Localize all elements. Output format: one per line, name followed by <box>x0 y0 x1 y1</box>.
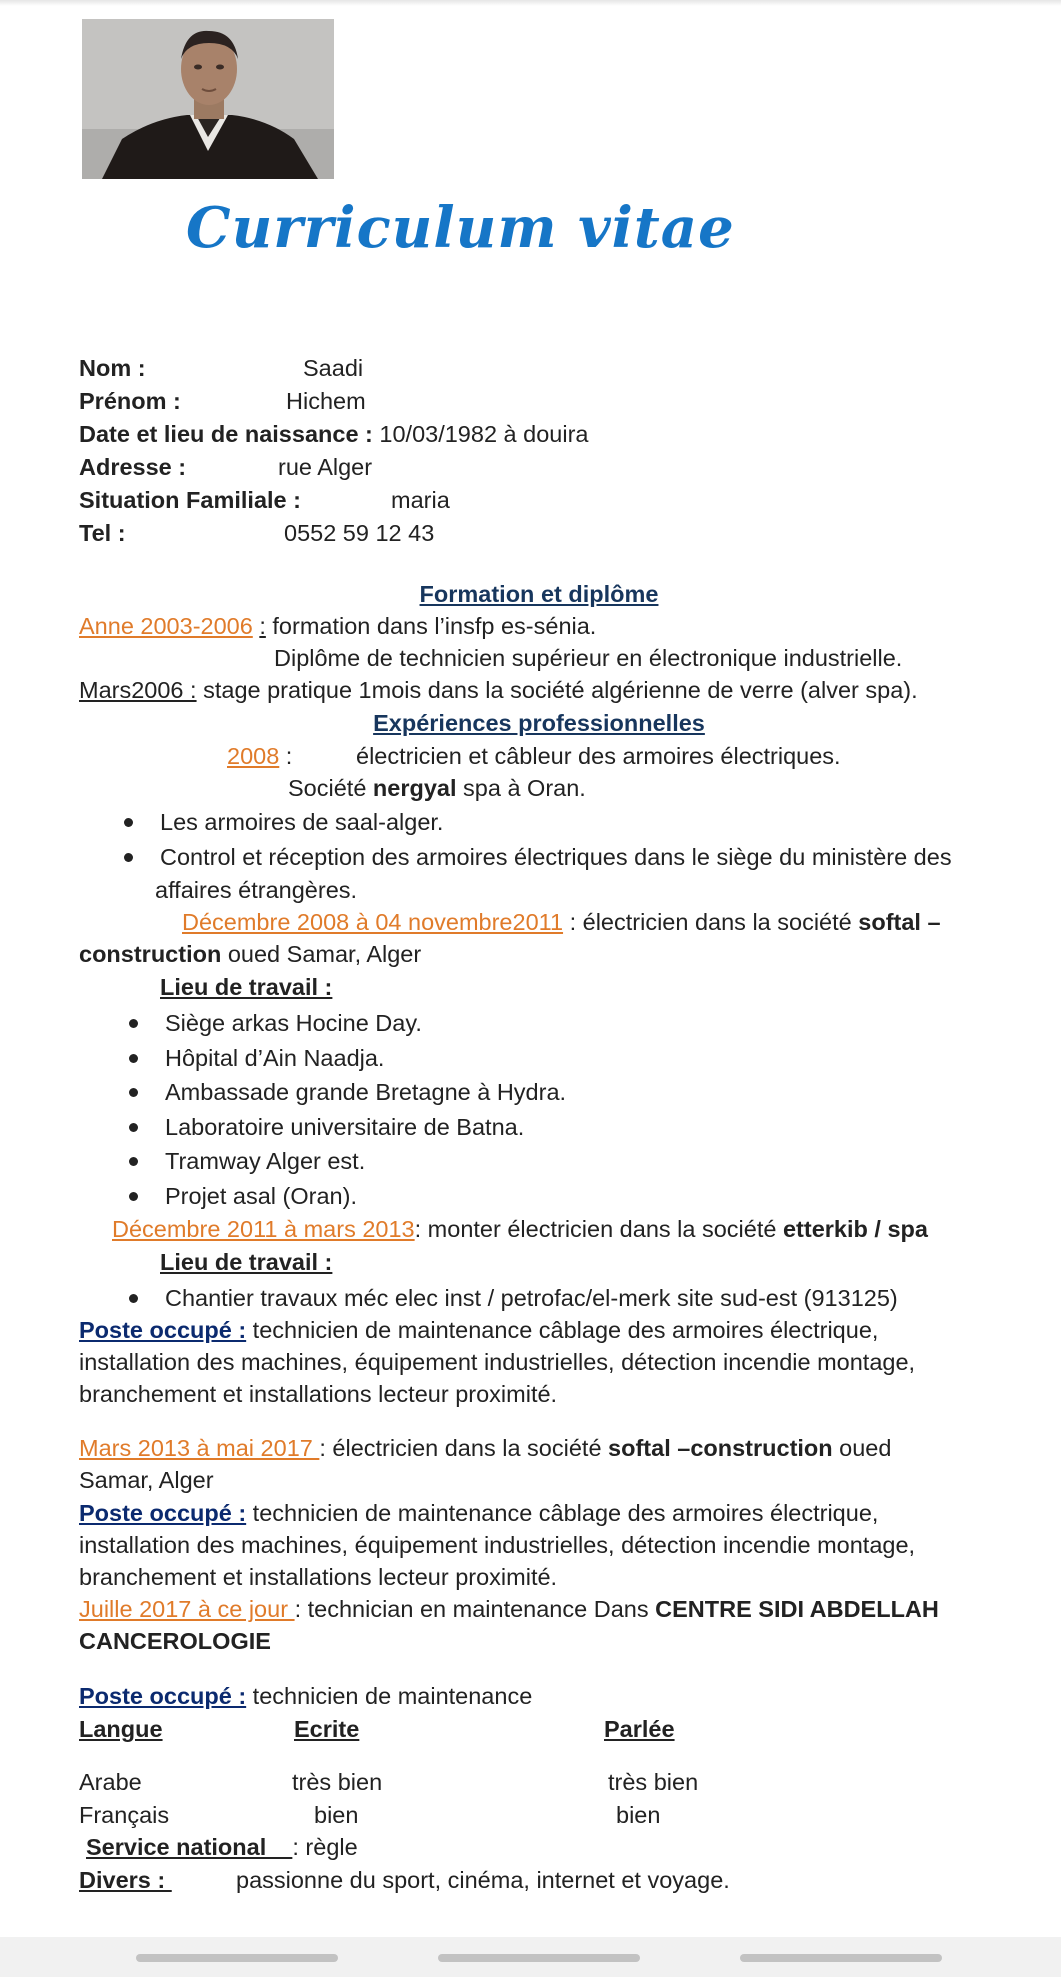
profile-photo <box>82 19 334 179</box>
exp3-poste-text-1: technicien de maintenance câblage des armoires électrique, <box>246 1317 879 1343</box>
exp3-lieu-label: Lieu de travail : <box>160 1249 333 1275</box>
langue-row-1-langue: Arabe <box>79 1769 142 1795</box>
exp1-date-row <box>227 740 292 773</box>
service-value: : règle <box>292 1834 358 1860</box>
nav-pill-left[interactable] <box>136 1954 338 1962</box>
formation-line-2: Diplôme de technicien supérieur en électronique industrielle. <box>274 645 903 671</box>
exp4-company: softal –construction <box>608 1435 833 1461</box>
exp1-company-name: nergyal <box>372 775 457 801</box>
exp1-company-post: spa à Oran. <box>456 775 586 801</box>
adresse-value: rue Alger <box>278 454 373 480</box>
exp1-text: électricien et câbleur des armoires électriques. <box>356 743 841 769</box>
formation-line-1 <box>79 610 596 643</box>
exp3-poste-2: installation des machines, équipement industrielles, détection incendie montage, <box>79 1349 916 1375</box>
situation-value: maria <box>391 487 450 513</box>
poste-label: Poste occupé : <box>79 1500 247 1526</box>
exp5-company-2: CANCEROLOGIE <box>79 1628 271 1654</box>
situation-label: Situation Familiale : <box>79 487 301 513</box>
naissance-label: Date et lieu de naissance : <box>79 421 373 447</box>
exp2-line-1 <box>182 906 941 939</box>
exp2-line-2 <box>79 938 421 971</box>
exp2-bullet-1: Siège arkas Hocine Day. <box>165 1010 422 1036</box>
divers-label: Divers : <box>79 1867 172 1893</box>
poste-label: Poste occupé : <box>79 1683 247 1709</box>
exp5-company: CENTRE SIDI ABDELLAH <box>655 1596 939 1622</box>
ecrite-header: Ecrite <box>294 1716 360 1742</box>
tel-value: 0552 59 12 43 <box>284 520 435 546</box>
langue-row-1-ecrite: très bien <box>292 1769 383 1795</box>
exp4-poste-2: installation des machines, équipement industrielles, détection incendie montage, <box>79 1532 916 1558</box>
exp4-poste-1 <box>79 1497 878 1530</box>
bottom-nav-bar <box>0 1937 1061 1977</box>
exp2-date: Décembre 2008 à 04 novembre2011 <box>182 909 564 935</box>
nom-value: Saadi <box>303 355 364 381</box>
prenom-value: Hichem <box>286 388 366 414</box>
bullet-icon <box>129 1157 138 1166</box>
formation-line-3 <box>79 674 918 707</box>
exp2-bullet-3: Ambassade grande Bretagne à Hydra. <box>165 1079 567 1105</box>
bullet-icon <box>124 853 133 862</box>
exp2-bullet-4: Laboratoire universitaire de Batna. <box>165 1114 525 1140</box>
exp3-date: Décembre 2011 à mars 2013 <box>112 1216 415 1242</box>
bullet-icon <box>129 1088 138 1097</box>
divers-value: passionne du sport, cinéma, internet et voyage. <box>236 1867 730 1893</box>
parlee-header: Parlée <box>604 1716 675 1742</box>
exp4-line-1 <box>79 1432 891 1465</box>
exp2-bullet-5: Tramway Alger est. <box>165 1148 366 1174</box>
exp3-bullet-1: Chantier travaux méc elec inst / petrofac/el-merk site sud-est (913125) <box>165 1285 898 1311</box>
exp3-text: : monter électricien dans la société <box>414 1216 783 1242</box>
formation-date-1: Anne 2003-2006 <box>79 613 253 639</box>
exp4-date: Mars 2013 à mai 2017 <box>79 1435 320 1461</box>
exp5-poste-text: technicien de maintenance <box>246 1683 533 1709</box>
exp5-date: Juille 2017 à ce jour <box>79 1596 295 1622</box>
exp3-line-1 <box>112 1213 928 1246</box>
exp2-text-2: oued Samar, Alger <box>221 941 422 967</box>
exp2-company: softal – <box>858 909 941 935</box>
formation-colon-1: : <box>259 613 266 639</box>
exp3-poste-1 <box>79 1314 878 1347</box>
situation-row <box>79 484 301 517</box>
bullet-icon <box>129 1054 138 1063</box>
langue-row-2-ecrite: bien <box>314 1802 359 1828</box>
exp2-company-2: construction <box>79 941 222 967</box>
service-label: Service national <box>86 1834 293 1860</box>
exp1-bullet-2-cont: affaires étrangères. <box>155 877 358 903</box>
exp4-line-2: Samar, Alger <box>79 1467 214 1493</box>
formation-text-1: formation dans l’insfp es-sénia. <box>265 613 597 639</box>
cv-title: Curriculum vitae <box>186 195 735 261</box>
exp3-poste-3: branchement et installations lecteur proximité. <box>79 1381 558 1407</box>
bullet-icon <box>124 818 133 827</box>
langue-row-2-langue: Français <box>79 1802 170 1828</box>
exp1-bullet-1: Les armoires de saal-alger. <box>160 809 444 835</box>
adresse-row <box>79 451 186 484</box>
bullet-icon <box>129 1192 138 1201</box>
nav-pill-right[interactable] <box>740 1954 942 1962</box>
formation-date-3: Mars2006 : <box>79 677 197 703</box>
langue-row-2-parlee: bien <box>616 1802 661 1828</box>
nom-label: Nom : <box>79 355 146 381</box>
exp3-company: etterkib / spa <box>782 1216 928 1242</box>
exp5-text: : technician en maintenance Dans <box>294 1596 656 1622</box>
poste-label: Poste occupé : <box>79 1317 247 1343</box>
exp4-text-2: oued <box>832 1435 892 1461</box>
exp1-date: 2008 <box>227 743 280 769</box>
bullet-icon <box>129 1294 138 1303</box>
service-row <box>86 1831 358 1864</box>
formation-heading: Formation et diplôme <box>419 581 659 607</box>
nom-row <box>79 352 146 385</box>
exp1-company <box>288 772 586 805</box>
nav-pill-center[interactable] <box>438 1954 640 1962</box>
naissance-value: 10/03/1982 à douira <box>379 421 589 447</box>
exp4-text: : électricien dans la société <box>319 1435 609 1461</box>
exp2-bullet-6: Projet asal (Oran). <box>165 1183 357 1209</box>
exp1-bullet-2: Control et réception des armoires électriques dans le siège du ministère des <box>160 844 952 870</box>
adresse-label: Adresse : <box>79 454 187 480</box>
bullet-icon <box>129 1123 138 1132</box>
exp4-poste-3: branchement et installations lecteur proximité. <box>79 1564 558 1590</box>
top-shadow <box>0 0 1061 6</box>
tel-row <box>79 517 126 550</box>
tel-label: Tel : <box>79 520 126 546</box>
langue-row-1-parlee: très bien <box>608 1769 699 1795</box>
prenom-row <box>79 385 181 418</box>
exp4-poste-text-1: technicien de maintenance câblage des armoires électrique, <box>246 1500 879 1526</box>
exp5-line-1 <box>79 1593 939 1626</box>
formation-text-3: stage pratique 1mois dans la société algérienne de verre (alver spa). <box>196 677 918 703</box>
naissance-row <box>79 418 588 451</box>
prenom-label: Prénom : <box>79 388 181 414</box>
exp2-text: : électricien dans la société <box>563 909 859 935</box>
exp5-poste <box>79 1680 532 1713</box>
exp1-company-pre: Société <box>288 775 373 801</box>
experiences-heading: Expériences professionnelles <box>373 710 705 736</box>
bullet-icon <box>129 1019 138 1028</box>
exp2-bullet-2: Hôpital d’Ain Naadja. <box>165 1045 385 1071</box>
exp2-lieu-label: Lieu de travail : <box>160 974 333 1000</box>
langue-header: Langue <box>79 1716 163 1742</box>
exp1-colon: : <box>279 743 293 769</box>
